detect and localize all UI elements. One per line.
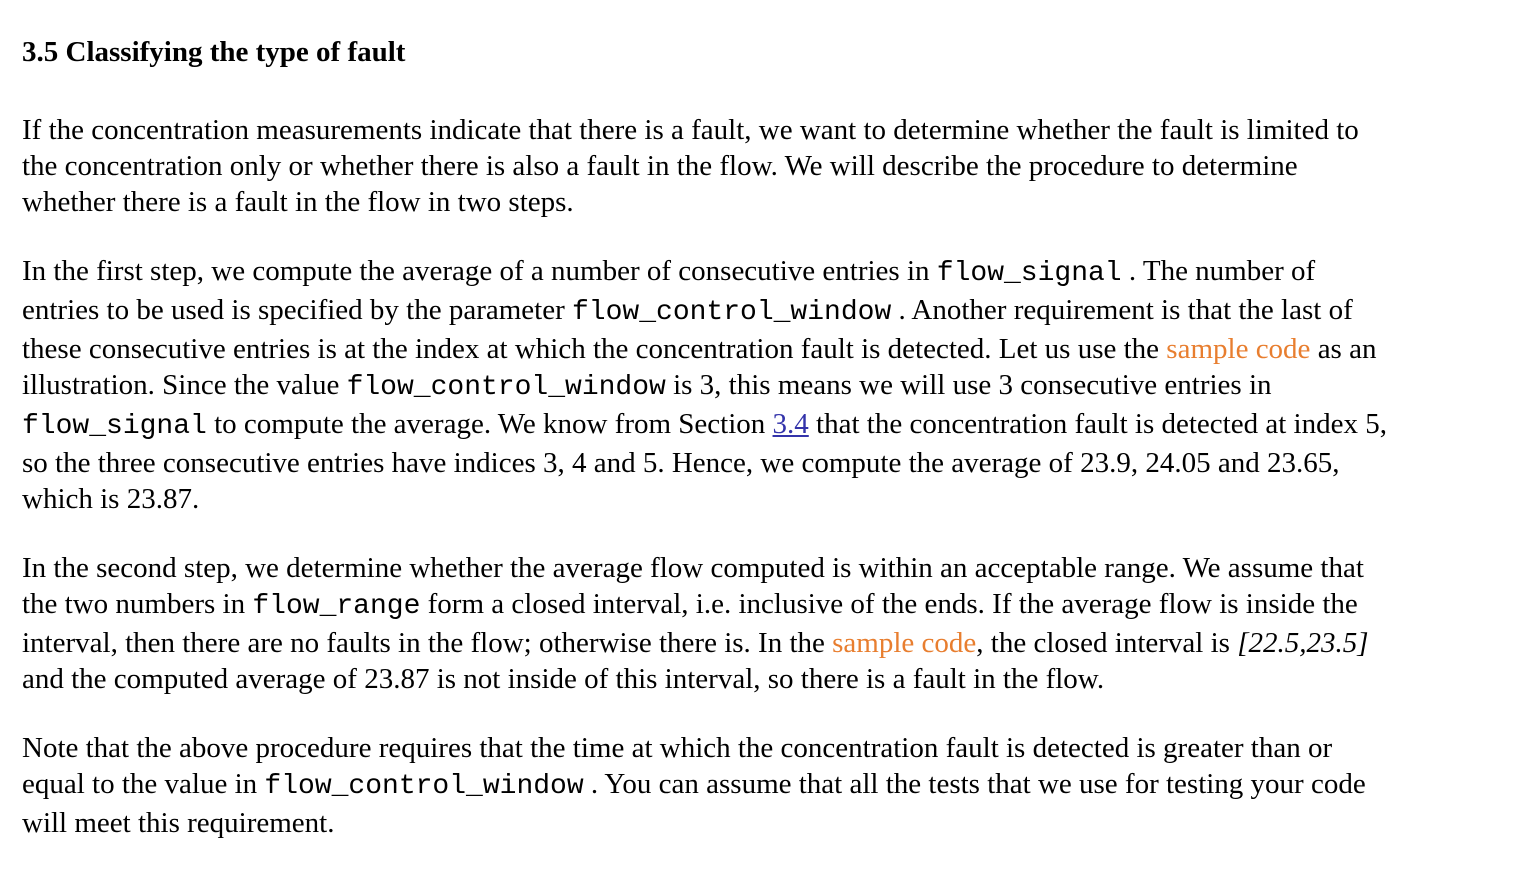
text-segment: In the first step, we compute the average of a number of consecutive entries in bbox=[22, 255, 937, 287]
text-segment: , the closed interval is bbox=[976, 627, 1238, 659]
text-segment: is 3, this means we will use 3 consecutive entries in bbox=[665, 369, 1272, 401]
text-segment: and the computed average of 23.87 is not inside of this interval, so there is a fault in the flow. bbox=[22, 663, 1105, 695]
code-flow-signal: flow_signal bbox=[22, 411, 207, 442]
code-flow-control-window: flow_control_window bbox=[572, 297, 892, 328]
text-segment: form a closed interval, i.e. inclusive of the ends. If the average flow is inside the interval, then there are no faults in the flow; otherwise there is. In the bbox=[22, 588, 1358, 659]
paragraph-second-step bbox=[22, 550, 1392, 697]
code-flow-range: flow_range bbox=[252, 591, 421, 622]
interval-value: [22.5,23.5] bbox=[1237, 627, 1369, 659]
text-segment: Note that the above procedure requires that the time at which the concentration fault is detected is greater than or equal to the value in bbox=[22, 732, 1333, 800]
text-segment: . The number of entries to be used is specified by the parameter bbox=[22, 255, 1316, 326]
text-segment: to compute the average. We know from Section bbox=[206, 408, 773, 440]
text-segment: In the second step, we determine whether the average flow computed is within an acceptable range. We assume that the two numbers in bbox=[22, 552, 1364, 620]
code-flow-signal: flow_signal bbox=[936, 258, 1122, 289]
sample-code-link[interactable]: sample code bbox=[832, 627, 977, 659]
text-segment: as an illustration. Since the value bbox=[22, 333, 1377, 401]
section-3-4-link[interactable]: 3.4 bbox=[772, 408, 809, 440]
sample-code-link[interactable]: sample code bbox=[1166, 333, 1311, 365]
code-flow-control-window: flow_control_window bbox=[346, 372, 666, 403]
text-segment: . You can assume that all the tests that we use for testing your code will meet this requirement. bbox=[22, 768, 1366, 839]
paragraph-intro-text: If the concentration measurements indicate that there is a fault, we want to determine whether the fault is limited to the concentration only or whether there is also a fault in the flow. We will describe the procedure to determine whether there is a fault in the flow in two steps. bbox=[22, 114, 1359, 218]
text-segment: that the concentration fault is detected at index 5, so the three consecutive entries have indices 3, 4 and 5. Hence, we compute the average of 23.9, 24.05 and 23.65, which is 23.87. bbox=[22, 408, 1387, 515]
paragraph-note bbox=[22, 730, 1392, 841]
paragraph-intro bbox=[22, 112, 1392, 220]
section-heading: 3.5 Classifying the type of fault bbox=[22, 36, 406, 68]
text-segment: . Another requirement is that the last of these consecutive entries is at the index at which the concentration fault is detected. Let us use the bbox=[22, 294, 1353, 365]
code-flow-control-window: flow_control_window bbox=[264, 771, 584, 802]
paragraph-first-step bbox=[22, 253, 1392, 517]
